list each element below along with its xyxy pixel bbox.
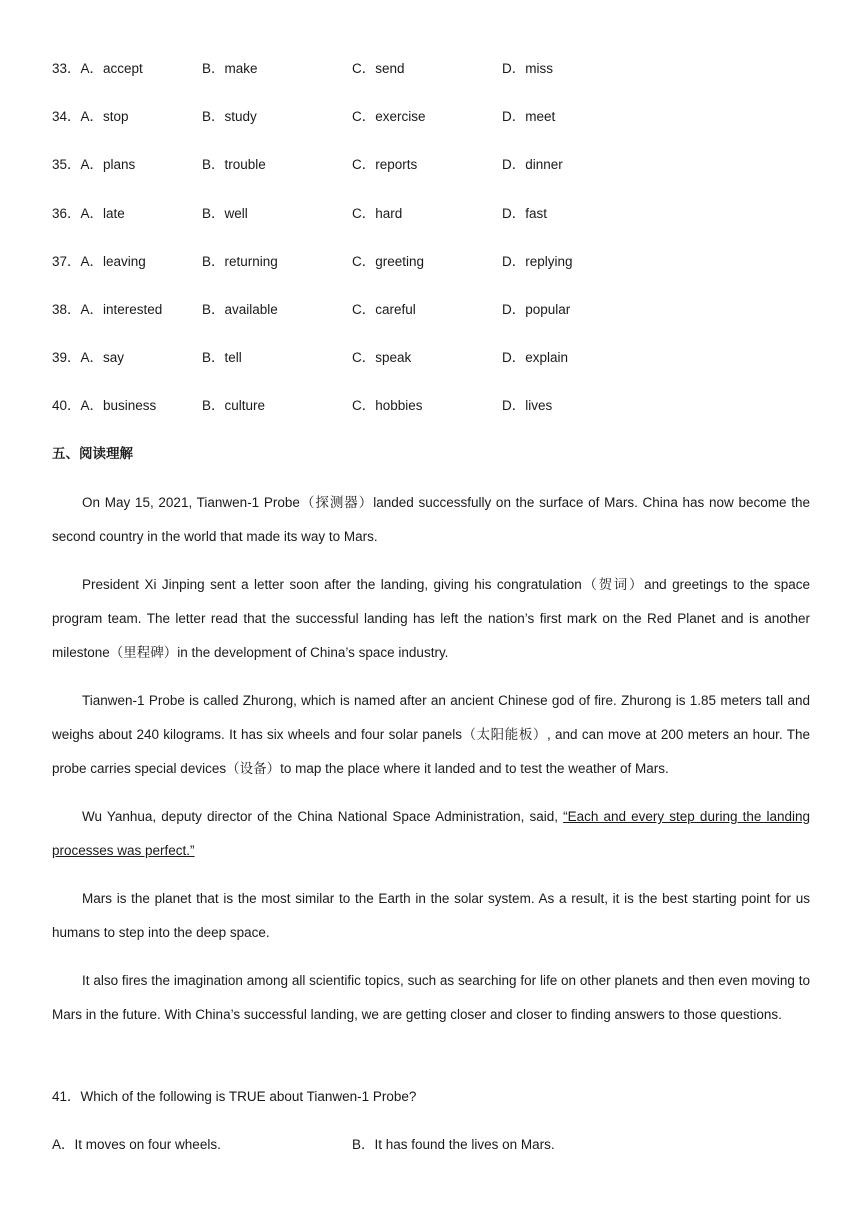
option-d: D．fast [502, 206, 548, 221]
option-c: C．greeting [352, 254, 425, 269]
option-a: 33．A．accept [52, 61, 143, 76]
option-d: D．replying [502, 254, 573, 269]
quote-intro: Wu Yanhua, deputy director of the China National Space Administration, said, [82, 809, 564, 824]
option-a: 34．A．stop [52, 109, 129, 124]
option-b: B．make [202, 61, 258, 76]
passage-paragraph-4 [52, 800, 810, 868]
option-a: 39．A．say [52, 350, 125, 365]
option-a: 40．A．business [52, 398, 157, 413]
passage-paragraph-3: Tianwen-1 Probe is called Zhurong, which is named after an ancient Chinese god of fire. Zhurong is 1.85 meters tall and weighs about 240 kilograms. It has six wheels and four solar panels（太阳能板）, and can move at 200 meters an hour. The probe carries special devices（设备）to map the place where it landed and to test the weather of Mars. [52, 693, 810, 776]
option-c: C．reports [352, 157, 418, 172]
passage-paragraph-2: President Xi Jinping sent a letter soon after the landing, giving his congratulation（贺词）and greetings to the space program team. The letter read that the successful landing has left the nation’s first mark on the Red Planet and is another milestone（里程碑）in the development of China’s space industry. [52, 577, 810, 660]
option-d: D．miss [502, 61, 553, 76]
option-a: 36．A．late [52, 206, 125, 221]
option-d: D．lives [502, 398, 553, 413]
option-b: B．well [202, 206, 248, 221]
question-41-stem: 41．Which of the following is TRUE about Tianwen-1 Probe? [52, 1089, 417, 1104]
passage-paragraph-6: It also fires the imagination among all scientific topics, such as searching for life on other planets and then even moving to Mars in the future. With China’s successful landing, we are getting closer and closer to finding answers to those questions. [52, 973, 810, 1022]
option-d: D．explain [502, 350, 569, 365]
option-b: B．trouble [202, 157, 266, 172]
answer-option-a: A．It moves on four wheels. [52, 1137, 221, 1152]
section-title: 五、阅读理解 [52, 446, 133, 461]
underlined-quote: “Each and every step during the landing processes was perfect.” [52, 809, 811, 858]
option-b: B．study [202, 109, 257, 124]
option-d: D．dinner [502, 157, 563, 172]
option-a: 35．A．plans [52, 157, 136, 172]
passage-paragraph-1: On May 15, 2021, Tianwen-1 Probe（探测器）landed successfully on the surface of Mars. China has now become the second country in the world that made its way to Mars. [52, 495, 810, 544]
option-d: D．popular [502, 302, 571, 317]
option-b: B．returning [202, 254, 278, 269]
option-d: D．meet [502, 109, 556, 124]
passage-paragraph-5: Mars is the planet that is the most similar to the Earth in the solar system. As a result, it is the best starting point for us humans to step into the deep space. [52, 891, 810, 940]
option-b: B．culture [202, 398, 266, 413]
option-c: C．careful [352, 302, 416, 317]
option-c: C．speak [352, 350, 412, 365]
option-c: C．hobbies [352, 398, 423, 413]
option-a: 37．A．leaving [52, 254, 146, 269]
option-b: B．available [202, 302, 278, 317]
option-c: C．send [352, 61, 405, 76]
option-c: C．exercise [352, 109, 426, 124]
question-41-options [52, 1135, 812, 1155]
option-a: 38．A．interested [52, 302, 163, 317]
option-b: B．tell [202, 350, 242, 365]
option-c: C．hard [352, 206, 403, 221]
answer-option-b: B．It has found the lives on Mars. [352, 1137, 555, 1152]
